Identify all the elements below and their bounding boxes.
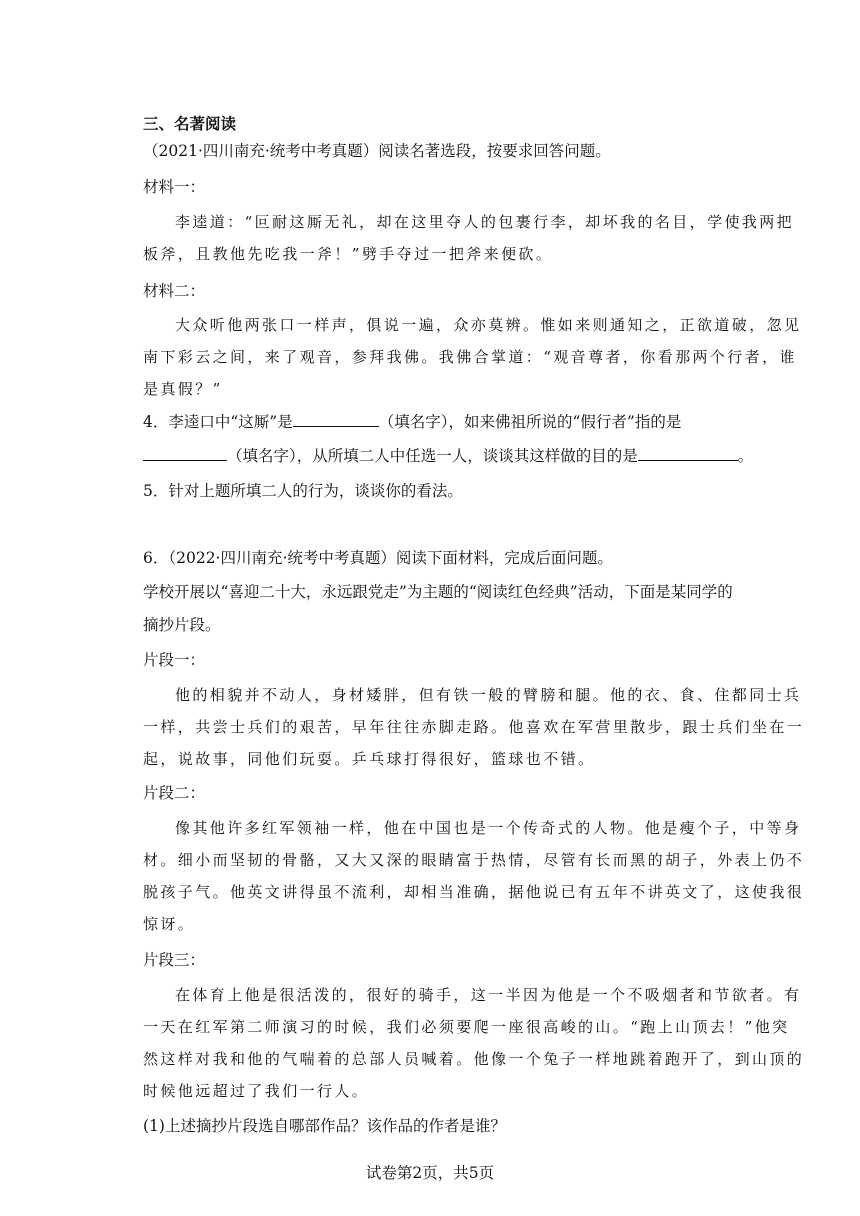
fragment-text-line: 他的相貌并不动人，身材矮胖，但有铁一般的臂膀和腿。他的衣、食、住都同士兵 [175,686,802,704]
fragment-text-line: 脱孩子气。他英文讲得虽不流利，却相当准确，据他说已有五年不讲英文了，这使我很 [143,883,805,901]
fragment-text-line: 像其他许多红军领袖一样，他在中国也是一个传奇式的人物。他是瘦个子，中等身 [175,819,802,837]
fragment-text-line: 惊讶。 [143,915,196,933]
question-6-source: 6．（2022·四川南充·统考中考真题）阅读下面材料，完成后面问题。 [143,549,613,567]
question-4-line-1 [143,412,681,432]
question-6-sub-1: (1)上述摘抄片段选自哪部作品？该作品的作者是谁？ [143,1117,506,1135]
answer-blank[interactable] [638,446,738,461]
question-source: （2021·四川南充·统考中考真题）阅读名著选段，按要求回答问题。 [143,142,611,160]
answer-blank[interactable] [143,446,227,461]
page-footer: 试卷第2页，共5页 [365,1164,495,1182]
question-6-intro-line: 学校开展以“喜迎二十大，永远跟党走”为主题的“阅读红色经典”活动，下面是某同学的 [143,583,733,601]
fragment-text-line: 在体育上他是很活泼的，很好的骑手，这一半因为他是一个不吸烟者和节欲者。有 [175,986,802,1004]
question-text: （填名字），从所填二人中任选一人，谈谈其这样做的目的是 [227,447,638,465]
material-label: 材料二： [143,282,206,300]
fragment-text-line: 一天在红军第二师演习的时候，我们必须要爬一座很高峻的山。“跑上山顶去！”他突 [143,1018,790,1036]
question-4-line-2 [143,446,753,466]
question-6-intro-line: 摘抄片段。 [143,616,221,634]
section-title: 三、名著阅读 [143,115,237,133]
material-text-line: 是真假？” [143,380,223,398]
question-text: 。 [737,447,754,465]
material-label: 材料一： [143,178,206,196]
fragment-text-line: 然这样对我和他的气喘着的总部人员喊着。他像一个兔子一样地跳着跑开了，到山顶的 [143,1050,805,1068]
fragment-text-line: 材。细小而坚韧的骨骼，又大又深的眼睛富于热情，尽管有长而黑的胡子，外表上仍不 [143,851,805,869]
question-5: 5．针对上题所填二人的行为，谈谈你的看法。 [143,482,463,500]
fragment-label: 片段三： [143,951,206,969]
answer-blank[interactable] [293,412,379,427]
material-text-line: 李逵道：“叵耐这厮无礼，却在这里夺人的包裹行李，却坏我的名目，学使我两把 [175,213,795,231]
material-text-line: 板斧，且教他先吃我一斧！”劈手夺过一把斧来便砍。 [143,245,554,263]
fragment-label: 片段二： [143,784,206,802]
fragment-text-line: 一样，共尝士兵们的艰苦，早年往往赤脚走路。他喜欢在军营里散步，跟士兵们坐在一 [143,718,805,736]
material-text-line: 南下彩云之间，来了观音，参拜我佛。我佛合掌道：“观音尊者，你看那两个行者，谁 [143,348,797,366]
fragment-text-line: 起，说故事，同他们玩耍。乒乓球打得很好，篮球也不错。 [143,750,596,768]
fragment-text-line: 时候他远超过了我们一行人。 [143,1082,370,1100]
question-text: （填名字），如来佛祖所说的“假行者”指的是 [378,413,682,431]
fragment-label: 片段一： [143,651,206,669]
question-text: 4．李逵口中“这厮”是 [143,413,293,431]
material-text-line: 大众听他两张口一样声，俱说一遍，众亦莫辨。惟如来则通知之，正欲道破，忽见 [175,316,802,334]
